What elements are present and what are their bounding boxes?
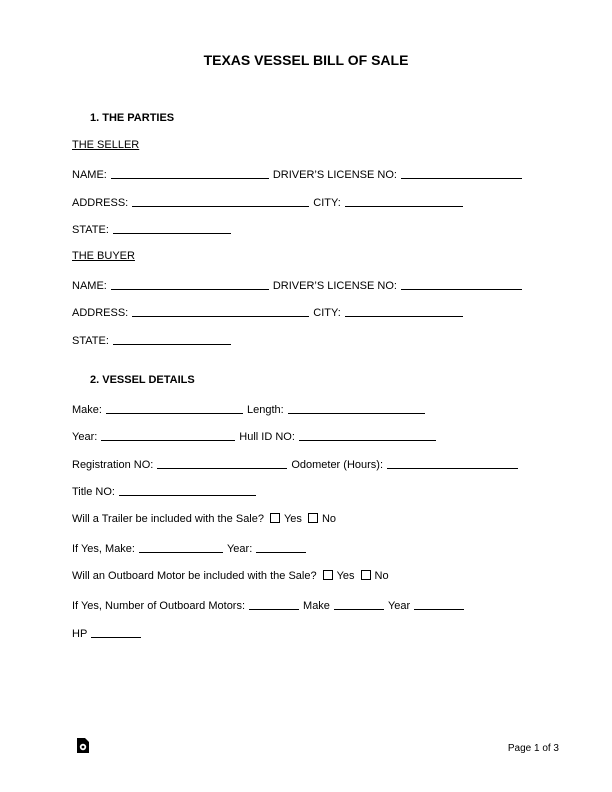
hull-id-label: Hull ID NO: bbox=[239, 431, 295, 443]
hp-label: HP bbox=[72, 628, 88, 640]
trailer-details-row bbox=[72, 541, 310, 555]
seller-address-field[interactable] bbox=[132, 195, 309, 207]
seller-city-label: CITY: bbox=[313, 197, 341, 209]
make-field[interactable] bbox=[106, 402, 243, 414]
motor-year-field[interactable] bbox=[414, 598, 464, 610]
seller-address-row bbox=[72, 195, 467, 209]
hp-field[interactable] bbox=[91, 626, 141, 638]
motor-make-label: Make bbox=[303, 600, 330, 612]
length-field[interactable] bbox=[288, 402, 425, 414]
page-number: Page 1 of 3 bbox=[507, 743, 559, 754]
section-heading-vessel: 2. VESSEL DETAILS bbox=[90, 374, 195, 386]
buyer-name-field[interactable] bbox=[111, 278, 269, 290]
trailer-make-field[interactable] bbox=[139, 541, 223, 553]
motor-question: Will an Outboard Motor be included with the Sale? bbox=[72, 570, 317, 582]
buyer-state-row bbox=[72, 333, 235, 347]
make-length-row bbox=[72, 402, 429, 416]
seller-state-row bbox=[72, 222, 235, 236]
make-label: Make: bbox=[72, 404, 102, 416]
hull-id-field[interactable] bbox=[299, 429, 436, 441]
buyer-license-field[interactable] bbox=[401, 278, 522, 290]
year-hull-row bbox=[72, 429, 440, 443]
buyer-address-row bbox=[72, 305, 467, 319]
motor-details-row bbox=[72, 598, 468, 612]
trailer-make-label: If Yes, Make: bbox=[72, 543, 135, 555]
document-title: TEXAS VESSEL BILL OF SALE bbox=[203, 52, 409, 68]
buyer-heading: THE BUYER bbox=[72, 250, 135, 262]
title-no-field[interactable] bbox=[119, 484, 256, 496]
trailer-no-checkbox[interactable] bbox=[308, 513, 318, 523]
seller-name-row bbox=[72, 167, 526, 181]
buyer-address-label: ADDRESS: bbox=[72, 307, 129, 319]
seller-state-label: STATE: bbox=[72, 224, 109, 236]
buyer-state-field[interactable] bbox=[113, 333, 231, 345]
buyer-name-label: NAME: bbox=[72, 280, 107, 292]
seller-heading: THE SELLER bbox=[72, 139, 140, 151]
motor-yes-label: Yes bbox=[336, 570, 355, 582]
buyer-city-field[interactable] bbox=[345, 305, 463, 317]
seller-name-field[interactable] bbox=[111, 167, 269, 179]
motor-make-field[interactable] bbox=[334, 598, 384, 610]
seller-name-label: NAME: bbox=[72, 169, 107, 181]
length-label: Length: bbox=[246, 404, 284, 416]
title-no-label: Title NO: bbox=[72, 486, 115, 498]
registration-field[interactable] bbox=[157, 457, 287, 469]
trailer-no-label: No bbox=[321, 513, 336, 525]
registration-label: Registration NO: bbox=[72, 459, 154, 471]
section-heading-parties: 1. THE PARTIES bbox=[90, 112, 175, 124]
document-logo-icon bbox=[77, 738, 89, 753]
hp-row bbox=[72, 626, 145, 640]
motor-count-field[interactable] bbox=[249, 598, 299, 610]
trailer-year-field[interactable] bbox=[256, 541, 306, 553]
trailer-yes-label: Yes bbox=[283, 513, 302, 525]
buyer-name-row bbox=[72, 278, 526, 292]
buyer-city-label: CITY: bbox=[313, 307, 341, 319]
motor-question-row bbox=[72, 570, 389, 582]
motor-yes-checkbox[interactable] bbox=[323, 570, 333, 580]
year-field[interactable] bbox=[101, 429, 235, 441]
seller-state-field[interactable] bbox=[113, 222, 231, 234]
seller-license-label: DRIVER’S LICENSE NO: bbox=[272, 169, 397, 181]
odometer-label: Odometer (Hours): bbox=[291, 459, 384, 471]
motor-no-label: No bbox=[374, 570, 389, 582]
year-label: Year: bbox=[72, 431, 98, 443]
trailer-yes-checkbox[interactable] bbox=[270, 513, 280, 523]
registration-odometer-row bbox=[72, 457, 522, 471]
title-row bbox=[72, 484, 260, 498]
buyer-license-label: DRIVER’S LICENSE NO: bbox=[272, 280, 397, 292]
motor-no-checkbox[interactable] bbox=[361, 570, 371, 580]
trailer-question: Will a Trailer be included with the Sale? bbox=[72, 513, 264, 525]
seller-license-field[interactable] bbox=[401, 167, 522, 179]
motor-count-label: If Yes, Number of Outboard Motors: bbox=[72, 600, 246, 612]
seller-address-label: ADDRESS: bbox=[72, 197, 129, 209]
trailer-year-label: Year: bbox=[226, 543, 253, 555]
trailer-question-row bbox=[72, 513, 336, 525]
buyer-state-label: STATE: bbox=[72, 335, 109, 347]
seller-city-field[interactable] bbox=[345, 195, 463, 207]
motor-year-label: Year bbox=[387, 600, 411, 612]
odometer-field[interactable] bbox=[387, 457, 518, 469]
buyer-address-field[interactable] bbox=[132, 305, 309, 317]
